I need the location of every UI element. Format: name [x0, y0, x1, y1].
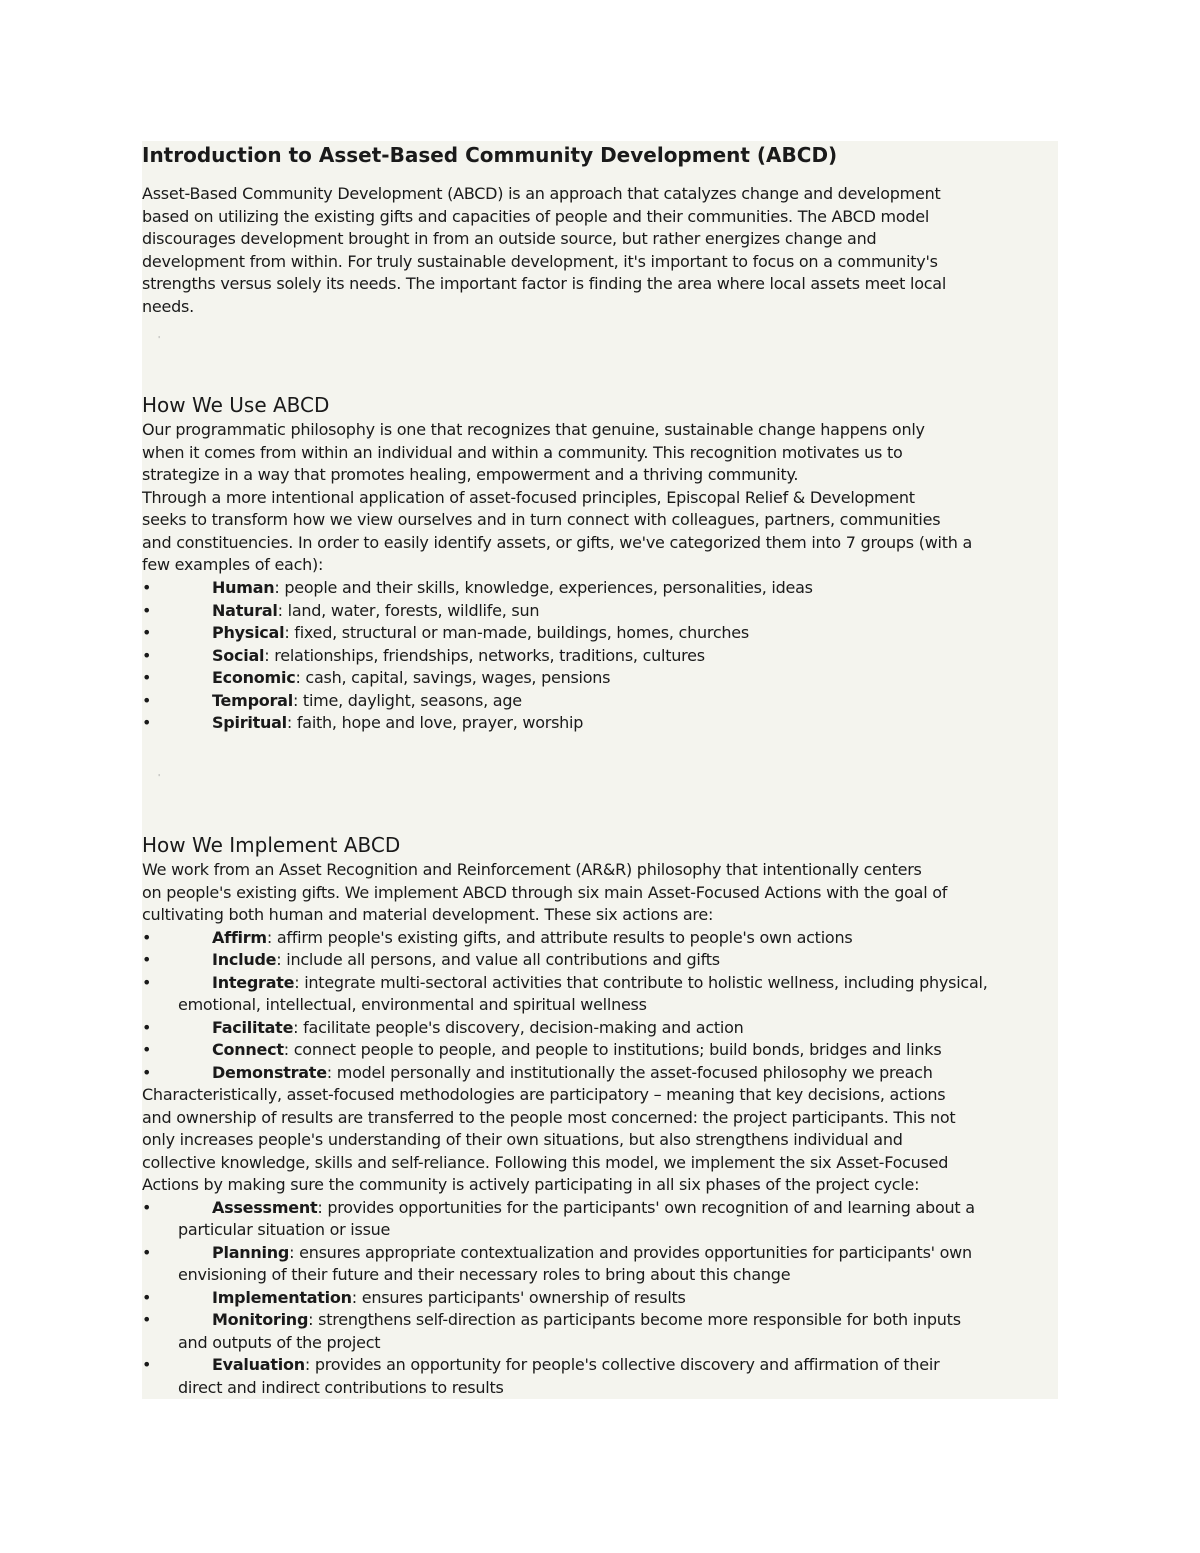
asset-desc: : relationships, friendships, networks, traditions, cultures — [264, 645, 705, 665]
action-term: Connect — [212, 1040, 284, 1059]
bullet-icon: • — [142, 972, 152, 992]
text-line: development from within. For truly sustainable development, it's important to focus on a community's — [142, 251, 938, 271]
text-line: seeks to transform how we view ourselves and in turn connect with colleagues, partners, communities — [142, 510, 941, 529]
phase-desc-continued: particular situation or issue — [178, 1220, 391, 1239]
action-term: Include — [212, 950, 277, 969]
list-item — [142, 927, 1058, 950]
phase-term: Monitoring — [212, 1310, 309, 1329]
asset-term: Temporal — [212, 690, 293, 710]
list-item — [142, 1197, 1058, 1242]
asset-term: Spiritual — [212, 713, 287, 732]
action-term: Facilitate — [212, 1017, 294, 1037]
text-line: strengths versus solely its needs. The important factor is finding the area where local assets meet local — [142, 274, 947, 293]
text-line: only increases people's understanding of their own situations, but also strengthens individual and — [142, 1130, 903, 1149]
asset-desc: : cash, capital, savings, wages, pensions — [295, 668, 611, 687]
bullet-icon: • — [142, 1062, 152, 1082]
text-line: Asset-Based Community Development (ABCD) is an approach that catalyzes change and development — [142, 184, 941, 203]
asset-desc: : people and their skills, knowledge, experiences, personalities, ideas — [274, 578, 813, 597]
phase-desc-continued: direct and indirect contributions to results — [178, 1377, 504, 1397]
list-item — [142, 1354, 1058, 1399]
list-item — [142, 1062, 1058, 1085]
stray-mark: ' — [158, 773, 161, 782]
action-desc: : facilitate people's discovery, decision-making and action — [293, 1017, 744, 1037]
phase-term: Implementation — [212, 1287, 352, 1307]
phase-term: Assessment — [212, 1197, 318, 1217]
text-line: discourages development brought in from an outside source, but rather energizes change and — [142, 229, 877, 248]
text-line: Through a more intentional application of asset-focused principles, Episcopal Relief & Development — [142, 487, 915, 507]
list-item — [142, 1309, 1058, 1354]
text-line: needs. — [142, 296, 194, 316]
list-item — [142, 972, 1058, 1017]
bullet-icon: • — [142, 1242, 152, 1262]
asset-groups-list — [142, 577, 1058, 735]
phase-desc: : ensures participants' ownership of results — [351, 1287, 686, 1307]
asset-term: Social — [212, 645, 265, 665]
action-desc: : affirm people's existing gifts, and attribute results to people's own actions — [266, 927, 853, 947]
asset-desc: : land, water, forests, wildlife, sun — [277, 600, 540, 620]
bullet-icon: • — [142, 600, 152, 620]
phase-desc: : provides an opportunity for people's collective discovery and affirmation of their — [304, 1355, 940, 1374]
implement-paragraph — [142, 859, 1058, 927]
bullet-icon: • — [142, 1017, 152, 1037]
bullet-icon: • — [142, 690, 152, 710]
asset-desc: : faith, hope and love, prayer, worship — [286, 713, 584, 732]
use-paragraph — [142, 419, 1058, 577]
bullet-icon: • — [142, 927, 152, 947]
asset-term: Physical — [212, 623, 285, 642]
text-line: Actions by making sure the community is actively participating in all six phases of the project cycle: — [142, 1175, 920, 1194]
bullet-icon: • — [142, 668, 152, 687]
list-item — [142, 1017, 1058, 1040]
asset-desc: : fixed, structural or man-made, buildings, homes, churches — [284, 623, 749, 642]
text-line: few examples of each): — [142, 555, 324, 574]
action-term: Integrate — [212, 972, 295, 992]
action-desc: : connect people to people, and people to institutions; build bonds, bridges and links — [283, 1040, 942, 1059]
bullet-icon: • — [142, 1355, 152, 1374]
text-line: Our programmatic philosophy is one that recognizes that genuine, sustainable change happens only — [142, 420, 925, 439]
document-content — [142, 141, 1058, 1399]
list-item — [142, 645, 1058, 668]
asset-actions-list — [142, 927, 1058, 1085]
action-desc-continued: emotional, intellectual, environmental and spiritual wellness — [178, 995, 647, 1014]
list-item — [142, 1287, 1058, 1310]
text-line: and constituencies. In order to easily identify assets, or gifts, we've categorized them into 7 groups (with a — [142, 532, 973, 552]
action-term: Affirm — [212, 927, 267, 947]
text-line: on people's existing gifts. We implement ABCD through six main Asset-Focused Actions with the goal of — [142, 882, 948, 902]
intro-paragraph — [142, 183, 1058, 318]
text-line: Characteristically, asset-focused methodologies are participatory – meaning that key decisions, actions — [142, 1085, 946, 1104]
list-item — [142, 949, 1058, 972]
phase-desc: : ensures appropriate contextualization and provides opportunities for participants' own — [289, 1242, 972, 1262]
text-line: when it comes from within an individual and within a community. This recognition motivates us to — [142, 442, 903, 462]
list-item — [142, 712, 1058, 735]
list-item — [142, 622, 1058, 645]
list-item — [142, 577, 1058, 600]
bullet-icon: • — [142, 713, 152, 732]
action-desc: : include all persons, and value all contributions and gifts — [276, 950, 720, 969]
phase-term: Planning — [212, 1242, 290, 1262]
text-line: We work from an Asset Recognition and Reinforcement (AR&R) philosophy that intentionally centers — [142, 860, 922, 879]
text-line: collective knowledge, skills and self-reliance. Following this model, we implement the six Asset-Focused — [142, 1152, 949, 1172]
action-term: Demonstrate — [212, 1062, 327, 1082]
project-cycle-list — [142, 1197, 1058, 1400]
asset-desc: : time, daylight, seasons, age — [292, 690, 522, 710]
bullet-icon: • — [142, 1040, 152, 1059]
bullet-icon: • — [142, 578, 152, 597]
phase-term: Evaluation — [212, 1355, 305, 1374]
phase-desc-continued: envisioning of their future and their necessary roles to bring about this change — [178, 1265, 791, 1284]
bullet-icon: • — [142, 623, 152, 642]
text-line: based on utilizing the existing gifts and capacities of people and their communities. The ABCD model — [142, 206, 930, 226]
phase-desc-continued: and outputs of the project — [178, 1332, 381, 1352]
list-item — [142, 667, 1058, 690]
asset-term: Natural — [212, 600, 278, 620]
action-desc: : integrate multi-sectoral activities that contribute to holistic wellness, including physical, — [294, 972, 988, 992]
list-item — [142, 600, 1058, 623]
implement-heading: How We Implement ABCD — [142, 833, 401, 857]
phase-desc: : strengthens self-direction as participants become more responsible for both inputs — [308, 1310, 961, 1329]
bullet-icon: • — [142, 645, 152, 665]
text-line: cultivating both human and material development. These six actions are: — [142, 905, 714, 924]
list-item — [142, 690, 1058, 713]
asset-term: Human — [212, 578, 275, 597]
asset-term: Economic — [212, 668, 296, 687]
use-heading: How We Use ABCD — [142, 393, 330, 417]
action-desc: : model personally and institutionally the asset-focused philosophy we preach — [326, 1062, 933, 1082]
bullet-icon: • — [142, 1310, 152, 1329]
stray-mark: ' — [158, 335, 161, 344]
text-line: and ownership of results are transferred to the people most concerned: the project participants. This not — [142, 1107, 956, 1127]
bullet-icon: • — [142, 1197, 152, 1217]
list-item — [142, 1242, 1058, 1287]
intro-heading: Introduction to Asset-Based Community Development (ABCD) — [142, 143, 838, 167]
phase-desc: : provides opportunities for the participants' own recognition of and learning about a — [317, 1197, 975, 1217]
text-line: strategize in a way that promotes healing, empowerment and a thriving community. — [142, 465, 799, 484]
bullet-icon: • — [142, 1287, 152, 1307]
participation-paragraph — [142, 1084, 1058, 1197]
list-item — [142, 1039, 1058, 1062]
bullet-icon: • — [142, 950, 152, 969]
